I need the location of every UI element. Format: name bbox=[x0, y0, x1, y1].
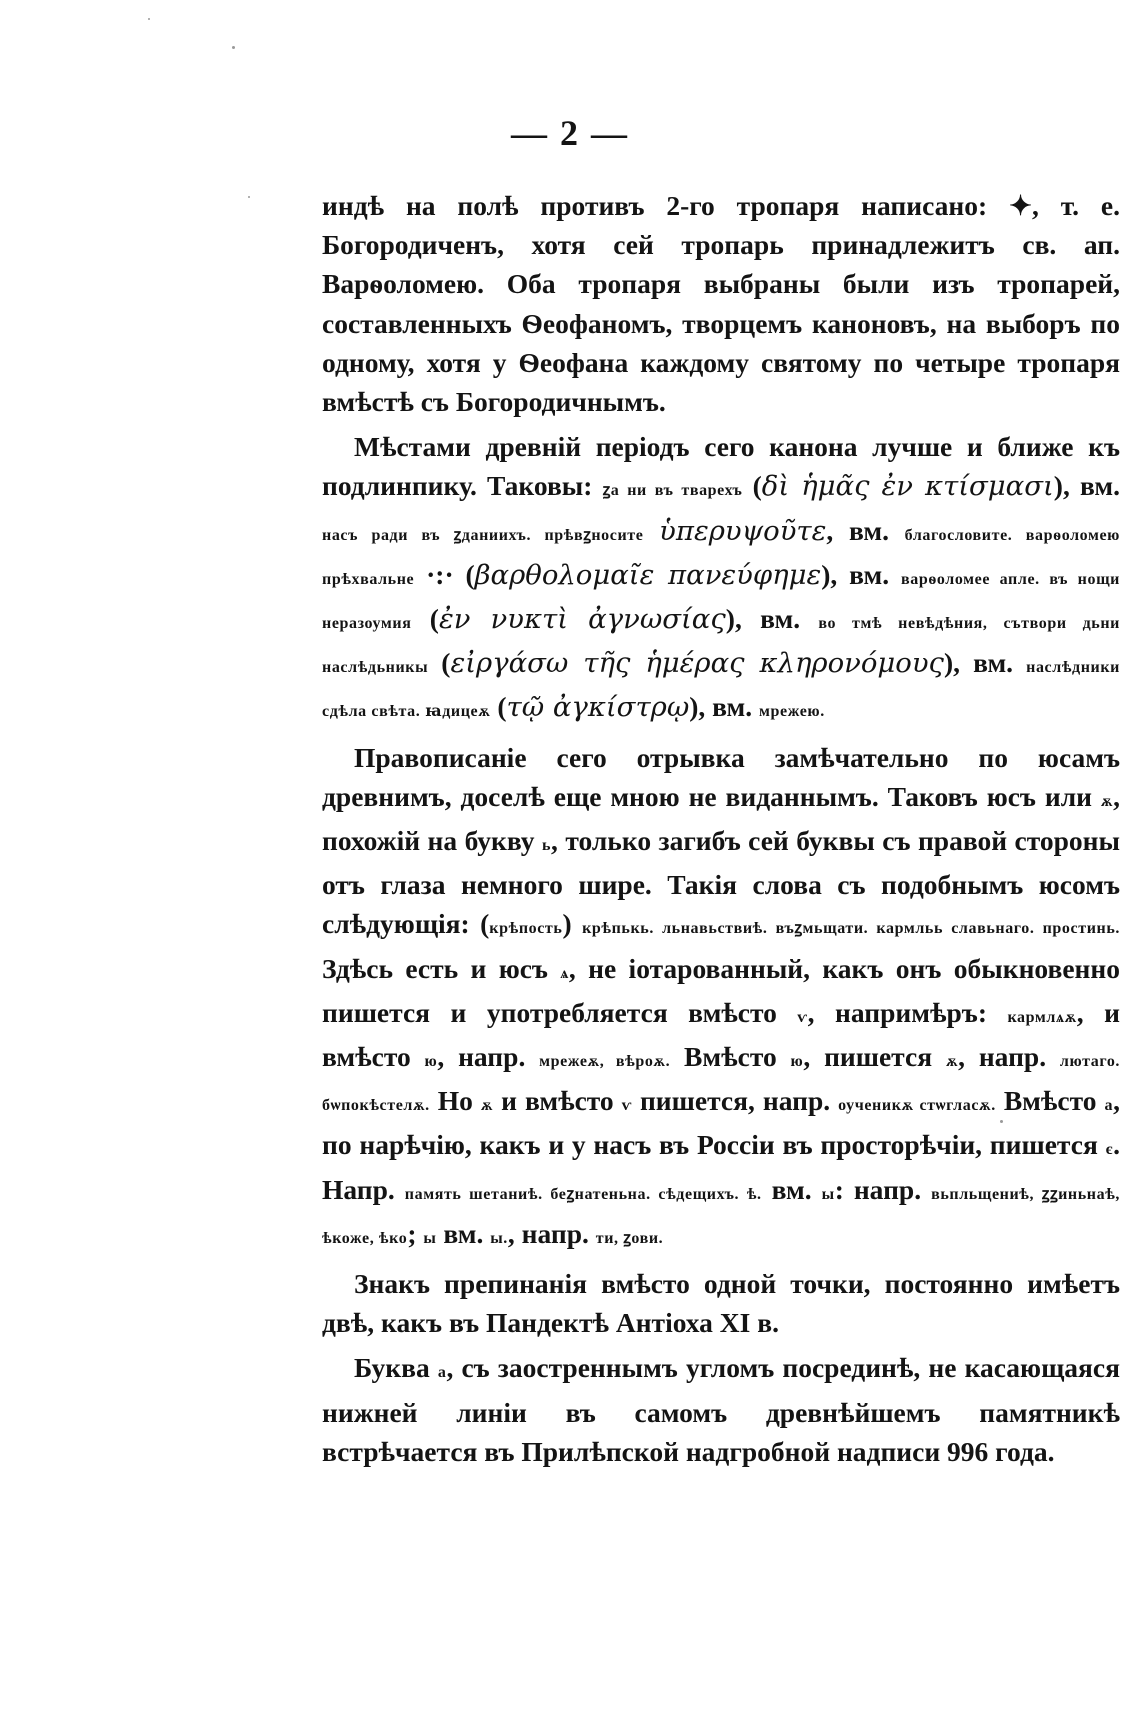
text-run: , только загибъ сей буквы съ правой стороны отъ глаза немного шире. Такія слова съ подобнымъ юсомъ слѣдующія: ( bbox=[322, 825, 1120, 940]
text-run: ( bbox=[428, 647, 451, 679]
text-run: Мѣстами древній періодъ сего канона лучше и ближе къ подлинпику. Таковы: bbox=[322, 431, 1120, 502]
text-run: ) bbox=[562, 908, 583, 940]
old-slavonic-quote: ю bbox=[790, 1053, 804, 1071]
old-slavonic-quote: ти, ꙁови. bbox=[595, 1229, 664, 1247]
old-slavonic-quote: ю bbox=[424, 1053, 438, 1071]
old-slavonic-quote: ѫ bbox=[1100, 792, 1114, 810]
old-slavonic-quote: во тмѣ невѣдѣния, сътвори дьни наслѣдьникы bbox=[322, 615, 1120, 677]
greek-quote: ἐν νυκτὶ ἀγνωσίας bbox=[438, 603, 726, 636]
old-slavonic-quote: а bbox=[437, 1364, 447, 1382]
old-slavonic-quote: ь bbox=[541, 837, 552, 855]
text-run: ), вм. bbox=[725, 603, 819, 635]
old-slavonic-quote: є bbox=[1105, 1141, 1114, 1159]
greek-quote: τῷ ἀγκίστρῳ bbox=[506, 691, 690, 724]
text-run: вм. bbox=[761, 1173, 822, 1205]
text-run: ), вм. bbox=[689, 691, 760, 723]
text-run: , напр. bbox=[958, 1041, 1060, 1073]
old-slavonic-quote: ы bbox=[821, 1185, 835, 1203]
old-slavonic-quote: ѵ bbox=[621, 1097, 632, 1115]
old-slavonic-quote: оученикѫ стѡгласѫ. bbox=[838, 1097, 996, 1115]
old-slavonic-quote: мрежеѫ, вѣроѫ. bbox=[539, 1053, 671, 1071]
text-run: ( bbox=[411, 603, 439, 635]
greek-quote: βαρθολομαῖε πανεύφημε bbox=[474, 558, 822, 591]
text-run: Здѣсь есть и юсъ bbox=[322, 952, 561, 984]
text-run: ·:· ( bbox=[414, 558, 475, 590]
text-run: : напр. bbox=[834, 1173, 932, 1205]
text-run: вм. bbox=[436, 1217, 491, 1249]
old-slavonic-quote: крѣпькь. льнавьствиѣ. въꙁмьщати. кармльь славьнаго. простинь. bbox=[582, 920, 1120, 938]
text-run: , напримѣръ: bbox=[807, 996, 1008, 1028]
text-run: Вмѣсто bbox=[995, 1085, 1105, 1117]
old-slavonic-quote: ѫ bbox=[480, 1097, 494, 1115]
old-slavonic-quote: ы. bbox=[490, 1229, 508, 1247]
greek-quote: ὑπερυψοῦτε bbox=[659, 514, 827, 547]
text-run: , и вмѣсто bbox=[322, 996, 1120, 1073]
old-slavonic-quote: память шетаниѣ. беꙁнатеньна. сѣдещихъ. ѣ. bbox=[404, 1185, 762, 1203]
old-slavonic-quote: насъ ради въ ꙁданиихъ. прѣвꙁносите bbox=[322, 526, 644, 544]
paper-speck bbox=[248, 196, 250, 198]
text-run: Вмѣсто bbox=[670, 1041, 791, 1073]
old-slavonic-quote: мрежею. bbox=[759, 703, 825, 721]
paragraph-3 bbox=[322, 738, 1120, 1258]
text-run: . Напр. bbox=[322, 1129, 1120, 1205]
page-number: — 2 — bbox=[511, 113, 629, 153]
text-run: ( bbox=[490, 691, 507, 723]
text-run: ; bbox=[407, 1217, 424, 1249]
old-slavonic-quote: а bbox=[1104, 1097, 1114, 1115]
text-run: ( bbox=[742, 470, 762, 502]
paper-speck bbox=[1000, 1120, 1003, 1123]
text-run: Буква bbox=[354, 1352, 438, 1384]
text-run: и вмѣсто bbox=[493, 1085, 622, 1117]
text-run: ), вм. bbox=[821, 558, 901, 590]
text-run: , по нарѣчію, какъ и у насъ въ Россіи въ просторѣчіи, пишется bbox=[322, 1085, 1121, 1161]
text-run: , не іотарованный, какъ онъ обыкновенно пишется и употребляется вмѣсто bbox=[322, 952, 1120, 1028]
old-slavonic-quote: вьпльщениѣ, ꙁꙁиньнаѣ, ѣкоже, ѣко bbox=[322, 1185, 1121, 1247]
old-slavonic-quote: ꙁа ни въ тварехъ bbox=[602, 482, 743, 500]
text-run: индѣ на полѣ противъ 2-го тропаря написано: ✦, т. е. Богородиченъ, хотя сей тропарь принадлежитъ св. ап. Варѳоломею. Оба тропаря выбраны были изъ тропарей, составленныхъ Ѳеофаномъ, творцемъ каноновъ, на выборъ по одному, хотя у Ѳеофана каждому святому по четыре тропаря вмѣстѣ съ Богородичнымъ. bbox=[322, 190, 1120, 418]
old-slavonic-quote: кармлѧѫ bbox=[1007, 1008, 1077, 1026]
paper-speck bbox=[232, 46, 235, 49]
paragraph-4 bbox=[322, 1264, 1120, 1342]
greek-quote: δὶ ἡμᾶς ἐν κτίσμασι bbox=[761, 470, 1054, 503]
text-run: , вм. bbox=[826, 514, 905, 546]
old-slavonic-quote: ѵ bbox=[797, 1008, 808, 1026]
text-run: ), вм. bbox=[943, 647, 1027, 679]
old-slavonic-quote: ѫ bbox=[945, 1053, 959, 1071]
text-run: пишется, напр. bbox=[631, 1085, 839, 1117]
text-run: ), вм. bbox=[1053, 470, 1120, 502]
old-slavonic-quote: крѣпость bbox=[489, 920, 563, 938]
paper-speck bbox=[148, 18, 150, 20]
text-run: , съ заостреннымъ угломъ посрединѣ, не касающаяся нижней линіи въ самомъ древнѣйшемъ памятникѣ встрѣчается въ Прилѣпской надгробной надписи 996 года. bbox=[322, 1352, 1120, 1467]
old-slavonic-quote: варѳоломее апле. въ нощи неразоумия bbox=[322, 570, 1120, 633]
text-run bbox=[643, 515, 659, 546]
old-slavonic-quote: лютаго. бѡпокѣстелѫ. bbox=[322, 1053, 1121, 1115]
paragraph-2 bbox=[322, 427, 1120, 731]
text-run: , напр. bbox=[507, 1217, 596, 1249]
old-slavonic-quote: ы bbox=[423, 1229, 437, 1247]
text-run: Правописаніе сего отрывка замѣчательно по юсамъ древнимъ, доселѣ еще мною не виданнымъ. Таковъ юсъ или bbox=[322, 741, 1120, 812]
paragraph-5 bbox=[322, 1348, 1120, 1471]
text-run: Знакъ препинанія вмѣсто одной точки, постоянно имѣетъ двѣ, какъ въ Пандектѣ Антіоха XI в. bbox=[322, 1268, 1120, 1339]
greek-quote: εἰργάσω τῆς ἡμέρας κληρονόμους bbox=[450, 647, 944, 680]
old-slavonic-quote: благословите. варѳоломею прѣхвальне bbox=[322, 526, 1120, 588]
text-run: , пишется bbox=[803, 1041, 946, 1073]
old-slavonic-quote: ѧ bbox=[560, 964, 569, 982]
text-run: , напр. bbox=[437, 1041, 540, 1073]
old-slavonic-quote: наслѣдники сдѣла свѣта. ꙗдицеѫ bbox=[322, 659, 1120, 721]
text-run: Но bbox=[429, 1085, 481, 1117]
text-run: , похожій на букву bbox=[322, 780, 1120, 857]
body-text bbox=[322, 186, 1120, 1471]
paragraph-1 bbox=[322, 186, 1120, 421]
